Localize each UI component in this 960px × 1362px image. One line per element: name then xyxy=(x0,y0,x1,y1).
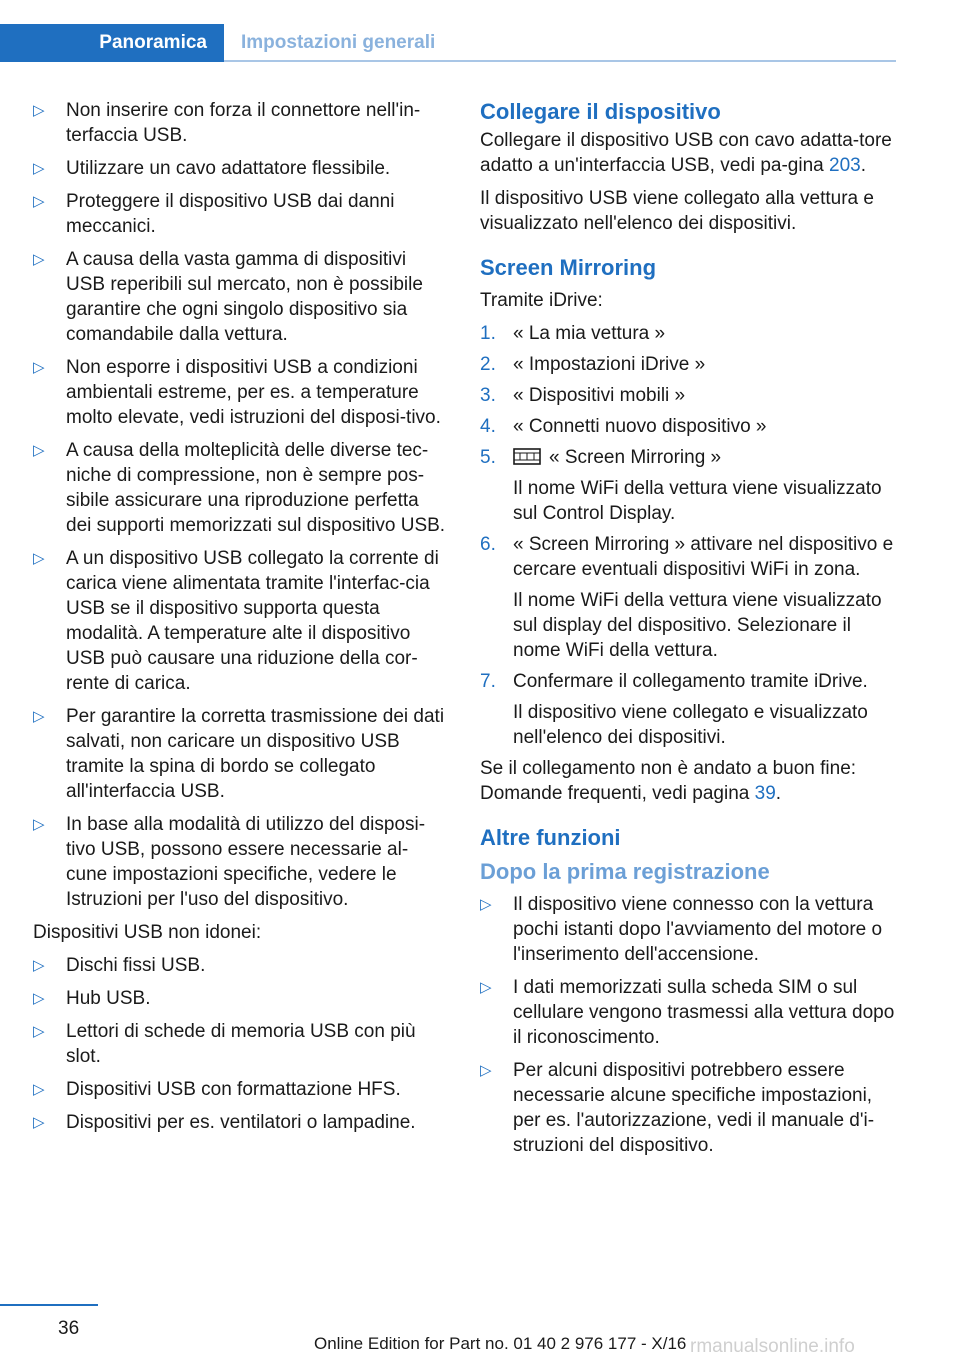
other-functions-heading: Altre funzioni xyxy=(480,825,621,850)
screen-mirroring-icon xyxy=(513,447,541,464)
usb-notes-list xyxy=(33,98,449,912)
list-item: ▷ Dispositivi per es. ventilatori o lampadine. xyxy=(33,1112,416,1133)
list-item: ▷ Non esporre i dispositivi USB a condizioni ambientali estreme, per es. a temperature molto elevate, vedi istruzioni del disposi‐tivo. xyxy=(33,357,441,428)
list-item: ▷ In base alla modalità di utilizzo del disposi‐tivo USB, possono essere necessarie al‐cune impostazioni specifiche, vedere le Istruzioni per l'uso del dispositivo. xyxy=(33,814,426,910)
triangle-bullet-icon: ▷ xyxy=(33,359,45,376)
screen-mirroring-steps xyxy=(480,321,898,750)
connect-device-heading: Collegare il dispositivo xyxy=(480,99,721,124)
screen-mirroring-intro: Tramite iDrive: xyxy=(480,290,603,311)
list-item: ▷ Proteggere il dispositivo USB dai danni meccanici. xyxy=(33,191,395,237)
triangle-bullet-icon: ▷ xyxy=(480,979,492,996)
unsuitable-devices-list xyxy=(33,953,449,1135)
list-item: ▷ A un dispositivo USB collegato la corrente di carica viene alimentata tramite l'interfac‐cia USB se il dispositivo supporta questa modalità. A temperature alte il dispositivo USB può causare una riduzione della cor‐rente di carica. xyxy=(33,548,439,694)
triangle-bullet-icon: ▷ xyxy=(480,1062,492,1079)
page-header xyxy=(0,0,960,66)
list-item: ▷ Non inserire con forza il connettore nell'in‐terfaccia USB. xyxy=(33,100,421,146)
list-item: ▷ Utilizzare un cavo adattatore flessibile. xyxy=(33,158,391,179)
step-item: 3. « Dispositivi mobili » xyxy=(480,385,686,406)
after-registration-list xyxy=(480,892,898,1158)
tab-impostazioni-generali[interactable]: Impostazioni generali xyxy=(241,32,436,53)
step-item: 7. Confermare il collegamento tramite iDrive. Il dispositivo viene collegato e visualizzato nell'elenco dei dispositivi. xyxy=(480,671,868,748)
connect-result-paragraph: Il dispositivo USB viene collegato alla vettura e visualizzato nell'elenco dei dispositivi. xyxy=(480,188,874,234)
list-item: ▷ Dischi fissi USB. xyxy=(33,955,206,976)
triangle-bullet-icon: ▷ xyxy=(33,990,45,1007)
page-link-39[interactable]: 39 xyxy=(754,783,776,804)
triangle-bullet-icon: ▷ xyxy=(33,957,45,974)
unsuitable-devices-label: Dispositivi USB non idonei: xyxy=(33,922,262,943)
right-column xyxy=(480,98,898,1166)
page-link-203[interactable]: 203 xyxy=(829,155,861,176)
left-column xyxy=(33,98,449,1143)
after-first-registration-heading: Dopo la prima registrazione xyxy=(480,859,770,884)
triangle-bullet-icon: ▷ xyxy=(480,896,492,913)
list-item: ▷ Per garantire la corretta trasmissione dei dati salvati, non caricare un dispositivo USB tramite la spina di bordo se collegato all'interfaccia USB. xyxy=(33,706,445,802)
step-item: 1. « La mia vettura » xyxy=(480,323,666,344)
page-number: 36 xyxy=(58,1318,80,1339)
triangle-bullet-icon: ▷ xyxy=(33,1114,45,1131)
triangle-bullet-icon: ▷ xyxy=(33,1081,45,1098)
screen-mirroring-heading: Screen Mirroring xyxy=(480,255,657,280)
header-divider xyxy=(224,60,896,62)
list-item: ▷ Dispositivi USB con formattazione HFS. xyxy=(33,1079,401,1100)
connect-device-paragraph: Collegare il dispositivo USB con cavo adatta‐tore adatto a un'interfaccia USB, vedi pa‐gina 203. xyxy=(480,130,892,176)
step-item: 5. « Screen Mirroring » Il nome WiFi della vettura viene visualizzato sul Control Display. xyxy=(480,447,882,524)
triangle-bullet-icon: ▷ xyxy=(33,708,45,725)
step-item: 6. « Screen Mirroring » attivare nel dispositivo e cercare eventuali dispositivi WiFi in zona. Il nome WiFi della vettura viene visualizzato sul display del dispositivo. Selezionare il nome WiFi della vettura. xyxy=(480,534,894,661)
step-item: 2. « Impostazioni iDrive » xyxy=(480,354,706,375)
triangle-bullet-icon: ▷ xyxy=(33,550,45,567)
list-item: ▷ Hub USB. xyxy=(33,988,151,1009)
list-item: ▷ I dati memorizzati sulla scheda SIM o sul cellulare vengono trasmessi alla vettura dopo il riconoscimento. xyxy=(480,977,895,1048)
connection-failed-paragraph: Se il collegamento non è andato a buon fine: Domande frequenti, vedi pagina 39. xyxy=(480,758,857,804)
list-item: ▷ A causa della vasta gamma di dispositivi USB reperibili sul mercato, non è possibile garantire che ogni singolo dispositivo sia comandabile dalla vettura. xyxy=(33,249,423,345)
step-item: 4. « Connetti nuovo dispositivo » xyxy=(480,416,767,437)
edition-footer: Online Edition for Part no. 01 40 2 976 177 - X/16 xyxy=(314,1334,687,1353)
list-item: ▷ A causa della molteplicità delle diverse tec‐niche di compressione, non è sempre pos‐sibile assicurare una riproduzione perfetta dei supporti memorizzati sul dispositivo USB. xyxy=(33,440,446,536)
triangle-bullet-icon: ▷ xyxy=(33,816,45,833)
list-item: ▷ Lettori di schede di memoria USB con più slot. xyxy=(33,1021,416,1067)
watermark: rmanualsonline.info xyxy=(690,1336,855,1357)
triangle-bullet-icon: ▷ xyxy=(33,442,45,459)
triangle-bullet-icon: ▷ xyxy=(33,160,45,177)
triangle-bullet-icon: ▷ xyxy=(33,251,45,268)
list-item: ▷ Il dispositivo viene connesso con la vettura pochi istanti dopo l'avviamento del motore o l'inserimento dell'accensione. xyxy=(480,894,883,965)
footer-divider xyxy=(0,1304,98,1306)
triangle-bullet-icon: ▷ xyxy=(33,1023,45,1040)
triangle-bullet-icon: ▷ xyxy=(33,102,45,119)
triangle-bullet-icon: ▷ xyxy=(33,193,45,210)
tab-panoramica[interactable]: Panoramica xyxy=(0,24,224,62)
list-item: ▷ Per alcuni dispositivi potrebbero essere necessarie alcune specifiche impostazioni, per es. l'autorizzazione, vedi il manuale d'i‐struzioni del dispositivo. xyxy=(480,1060,875,1156)
